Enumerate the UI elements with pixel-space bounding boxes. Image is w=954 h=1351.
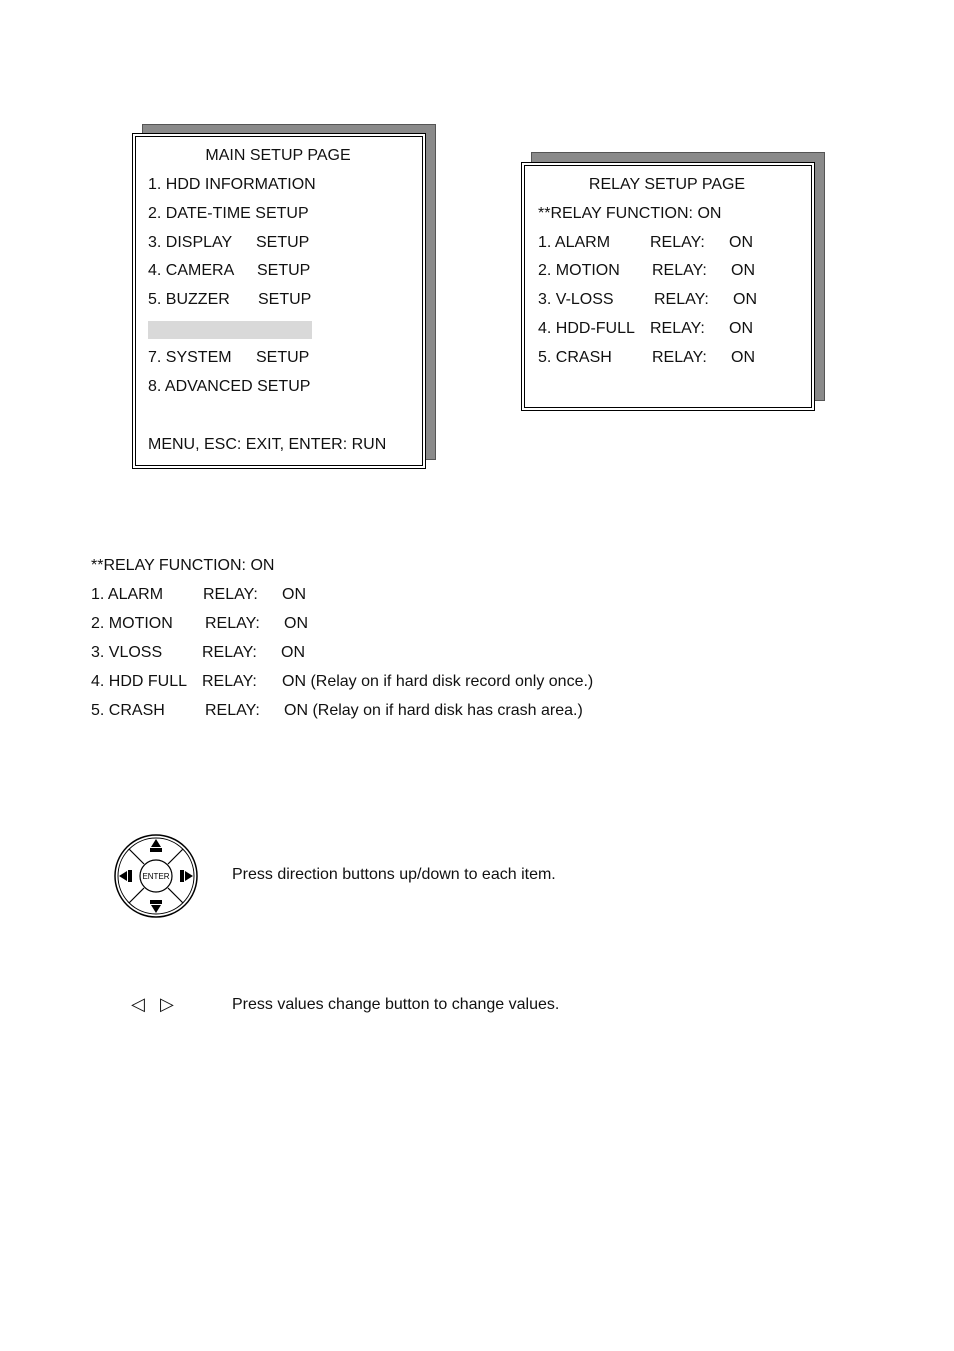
description-row-2-name: 2. MOTION (91, 615, 173, 632)
main-menu-footer: MENU, ESC: EXIT, ENTER: RUN (148, 436, 387, 453)
relay-row-4-relay: RELAY: (650, 320, 705, 337)
main-menu-item-2[interactable]: 2. DATE-TIME SETUP (148, 205, 309, 222)
description-row-2-relay: RELAY: (205, 615, 260, 632)
main-menu-item-4[interactable]: 4. CAMERA (148, 262, 235, 279)
relay-row-5-value[interactable]: ON (731, 349, 755, 366)
description-row-5-relay: RELAY: (205, 702, 260, 719)
keypad-svg (113, 833, 199, 919)
main-menu-item-7-suffix: SETUP (256, 349, 310, 366)
relay-row-5-name[interactable]: 5. CRASH (538, 349, 612, 366)
description-row-4-relay: RELAY: (202, 673, 257, 690)
relay-row-2-relay: RELAY: (652, 262, 707, 279)
main-menu-item-7[interactable]: 7. SYSTEM (148, 349, 232, 366)
description-row-1-value: ON (282, 586, 306, 603)
direction-instruction: Press direction buttons up/down to each item. (232, 866, 556, 883)
relay-row-1-relay: RELAY: (650, 234, 705, 251)
description-row-4-value: ON (Relay on if hard disk record only once.) (282, 673, 594, 690)
relay-row-2-value[interactable]: ON (731, 262, 755, 279)
main-menu-item-5[interactable]: 5. BUZZER (148, 291, 230, 308)
main-menu-item-5-suffix: SETUP (258, 291, 312, 308)
description-row-3-value: ON (281, 644, 305, 661)
relay-row-4-name[interactable]: 4. HDD-FULL (538, 320, 635, 337)
relay-row-5-relay: RELAY: (652, 349, 707, 366)
right-arrow-icon: ▷ (160, 994, 174, 1015)
main-menu-item-3-suffix: SETUP (256, 234, 310, 251)
left-arrow-icon: ◁ (131, 994, 145, 1015)
description-row-4-name: 4. HDD FULL (91, 673, 188, 690)
description-row-1-name: 1. ALARM (91, 586, 164, 603)
description-row-1-relay: RELAY: (203, 586, 258, 603)
description-row-5-value: ON (Relay on if hard disk has crash area.) (284, 702, 583, 719)
main-menu-item-3[interactable]: 3. DISPLAY (148, 234, 233, 251)
value-change-instruction: Press values change button to change values. (232, 996, 560, 1013)
relay-row-2-name[interactable]: 2. MOTION (538, 262, 620, 279)
keypad-enter-label: ENTER (142, 872, 170, 881)
description-row-3-relay: RELAY: (202, 644, 257, 661)
relay-row-3-value[interactable]: ON (733, 291, 757, 308)
main-menu-item-8[interactable]: 8. ADVANCED SETUP (148, 378, 311, 395)
direction-keypad-icon (113, 833, 199, 919)
relay-menu-frame (521, 162, 815, 411)
relay-menu-title: RELAY SETUP PAGE (588, 176, 746, 193)
relay-row-1-value[interactable]: ON (729, 234, 753, 251)
relay-row-3-name[interactable]: 3. V-LOSS (538, 291, 614, 308)
main-menu-item-4-suffix: SETUP (257, 262, 311, 279)
description-row-5-name: 5. CRASH (91, 702, 165, 719)
relay-row-3-relay: RELAY: (654, 291, 709, 308)
relay-row-4-value[interactable]: ON (729, 320, 753, 337)
description-function-line: **RELAY FUNCTION: ON (91, 557, 275, 574)
description-row-2-value: ON (284, 615, 308, 632)
main-menu-item-1[interactable]: 1. HDD INFORMATION (148, 176, 316, 193)
relay-menu-function-line[interactable]: **RELAY FUNCTION: ON (538, 205, 722, 222)
description-row-3-name: 3. VLOSS (91, 644, 163, 661)
relay-row-1-name[interactable]: 1. ALARM (538, 234, 611, 251)
main-menu-item-6-selected[interactable] (148, 321, 312, 339)
main-menu-title: MAIN SETUP PAGE (205, 147, 351, 164)
